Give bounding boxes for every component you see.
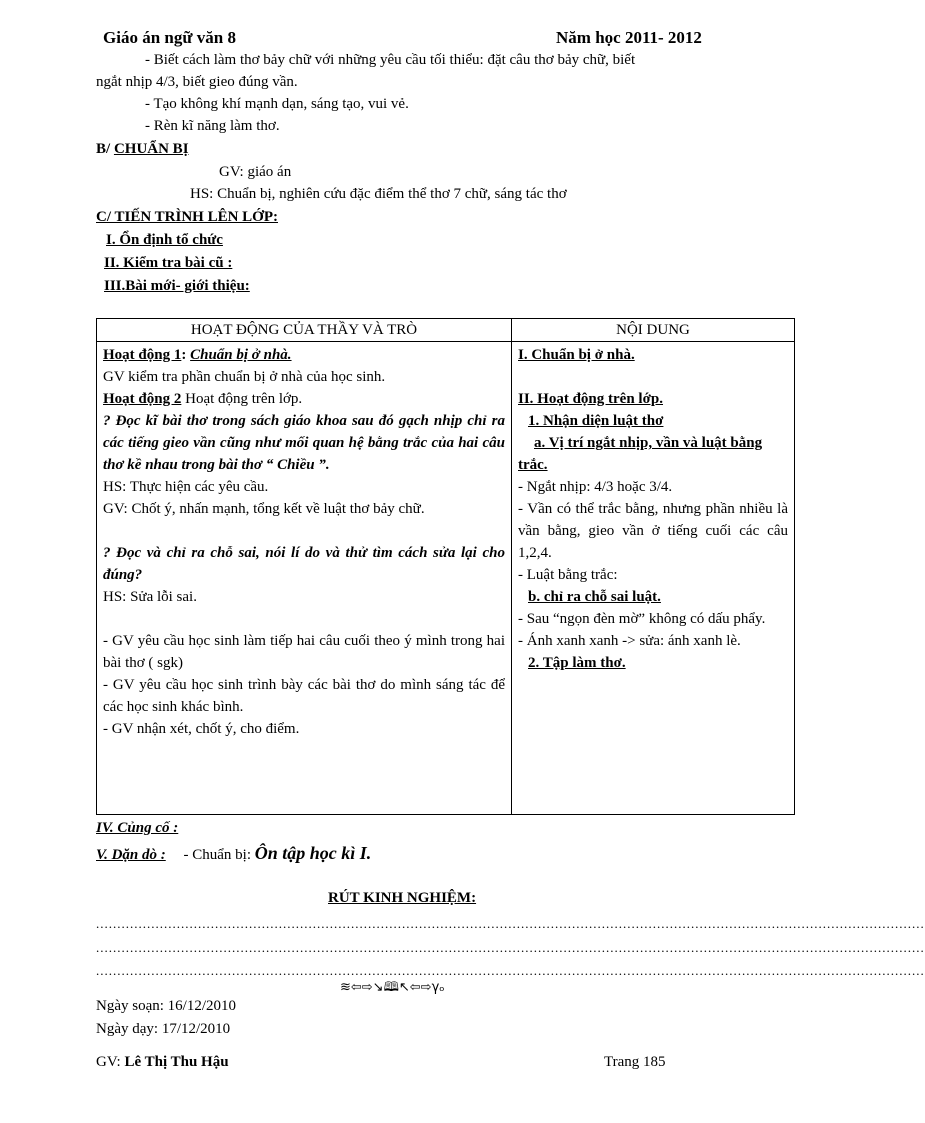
teacher-task-3: - GV nhận xét, chốt ý, cho điểm. (103, 721, 300, 737)
content-item-10: - Ánh xanh xanh -> sửa: ánh xanh lè. (518, 633, 741, 649)
section-b-title: CHUẨN BỊ (113, 141, 189, 157)
footer-teacher-label: GV: (96, 1054, 125, 1070)
date-prepared: Ngày soạn: 16/12/2010 (96, 998, 236, 1014)
teacher-task-1: - GV yêu cầu học sinh làm tiếp hai câu cuối theo ý mình trong hai bài thơ ( sgk) (103, 633, 505, 671)
content-item-1: I. Chuẩn bị ở nhà. (518, 347, 635, 363)
lesson-table (96, 318, 795, 815)
section-c-item-1: I. Ổn định tổ chức (106, 232, 223, 248)
content-item-2: II. Hoạt động trên lớp. (518, 391, 663, 407)
content-item-3: 1. Nhận diện luật thơ (528, 413, 664, 429)
activity-2-heading (103, 388, 505, 410)
section-b-hs: HS: Chuẩn bị, nghiên cứu đặc điểm thể thơ 7 chữ, sáng tác thơ (190, 186, 567, 202)
footer-page-number: Trang 185 (604, 1054, 666, 1070)
content-item-11: 2. Tập làm thơ. (528, 655, 626, 671)
section-v-label: V. Dặn dò : (96, 847, 166, 863)
section-v-emph: Ôn tập học kì I. (254, 843, 372, 863)
student-task-2: HS: Sửa lỗi sai. (103, 589, 197, 605)
objective-line-2: ngắt nhịp 4/3, biết gieo đúng vần. (96, 74, 298, 90)
content-item-8: b. chỉ ra chỗ sai luật. (528, 589, 661, 605)
section-iv: IV. Củng cố : (96, 820, 179, 836)
section-b-gv: GV: giáo án (219, 164, 292, 180)
activity-1-label: Hoạt động 1 (103, 347, 182, 363)
section-c-item-2: II. Kiểm tra bài cũ : (104, 255, 233, 271)
activity-2-text: Hoạt động trên lớp. (181, 391, 303, 407)
review-line-2: ................................................................................................................................................................................................... (96, 940, 925, 955)
objective-line-3: - Tạo không khí mạnh dạn, sáng tạo, vui vẻ. (145, 96, 409, 112)
section-c-title: C/ TIẾN TRÌNH LÊN LỚP: (96, 209, 278, 225)
activity-1-colon: : (181, 347, 191, 363)
section-v (96, 843, 371, 864)
activity-2-label: Hoạt động 2 (103, 391, 182, 407)
col-header-content: NỘI DUNG (512, 319, 795, 342)
question-2: ? Đọc và chỉ ra chỗ sai, nói lí do và thử tìm cách sửa lại cho đúng? (103, 545, 505, 583)
ornament-divider: ≋⇦⇨↘🕮↖⇦⇨γₒ (340, 980, 445, 995)
teacher-summary: GV: Chốt ý, nhấn mạnh, tổng kết về luật thơ bảy chữ. (103, 501, 425, 517)
teacher-task-2: - GV yêu cầu học sinh trình bày các bài thơ do mình sáng tác để các học sinh khác bình. (103, 677, 505, 715)
header-left: Giáo án ngữ văn 8 (103, 28, 237, 47)
question-1: ? Đọc kĩ bài thơ trong sách giáo khoa sau đó gạch nhịp chỉ ra các tiếng gieo vần cũng như mối quan hệ bằng trắc của hai câu thơ kề nhau trong bài thơ “ Chiều ”. (103, 413, 505, 473)
review-line-1: ................................................................................................................................................................................................... (96, 916, 925, 931)
date-taught: Ngày dạy: 17/12/2010 (96, 1021, 231, 1037)
footer-teacher-name: Lê Thị Thu Hậu (124, 1054, 229, 1070)
objective-line-1: - Biết cách làm thơ bảy chữ với những yêu cầu tối thiểu: đặt câu thơ bảy chữ, biết (145, 52, 636, 68)
content-item-5: - Ngắt nhịp: 4/3 hoặc 3/4. (518, 479, 673, 495)
content-item-6: - Vần có thể trắc bằng, nhưng phần nhiều là vần bằng, gieo vần ở tiếng cuối các câu 1,2,4. (518, 501, 788, 561)
section-v-text: - Chuẩn bị: (183, 847, 255, 863)
objective-line-4: - Rèn kĩ năng làm thơ. (145, 118, 280, 134)
footer-teacher (96, 1054, 229, 1071)
activity-1-line: GV kiểm tra phần chuẩn bị ở nhà của học sinh. (103, 369, 386, 385)
content-item-7: - Luật bằng trắc: (518, 567, 618, 583)
review-heading: RÚT KINH NGHIỆM: (328, 890, 477, 906)
activity-1-title: Chuẩn bị ở nhà. (190, 347, 292, 363)
content-item-4: a. Vị trí ngắt nhịp, vần và luật bằng trắc. (518, 435, 763, 473)
activity-1-heading (103, 344, 505, 366)
section-b-heading (96, 141, 189, 158)
content-cell (512, 342, 795, 815)
section-b-prefix: B/ (96, 141, 114, 157)
review-line-3: ................................................................................................................................................................................................... (96, 963, 925, 978)
header-right: Năm học 2011- 2012 (556, 28, 702, 47)
activities-cell (97, 342, 512, 815)
student-task-1: HS: Thực hiện các yêu cầu. (103, 479, 269, 495)
content-item-9: - Sau “ngọn đèn mờ” không có dấu phẩy. (518, 611, 766, 627)
section-c-item-3: III.Bài mới- giới thiệu: (104, 278, 250, 294)
col-header-activities: HOẠT ĐỘNG CỦA THẦY VÀ TRÒ (97, 319, 512, 342)
